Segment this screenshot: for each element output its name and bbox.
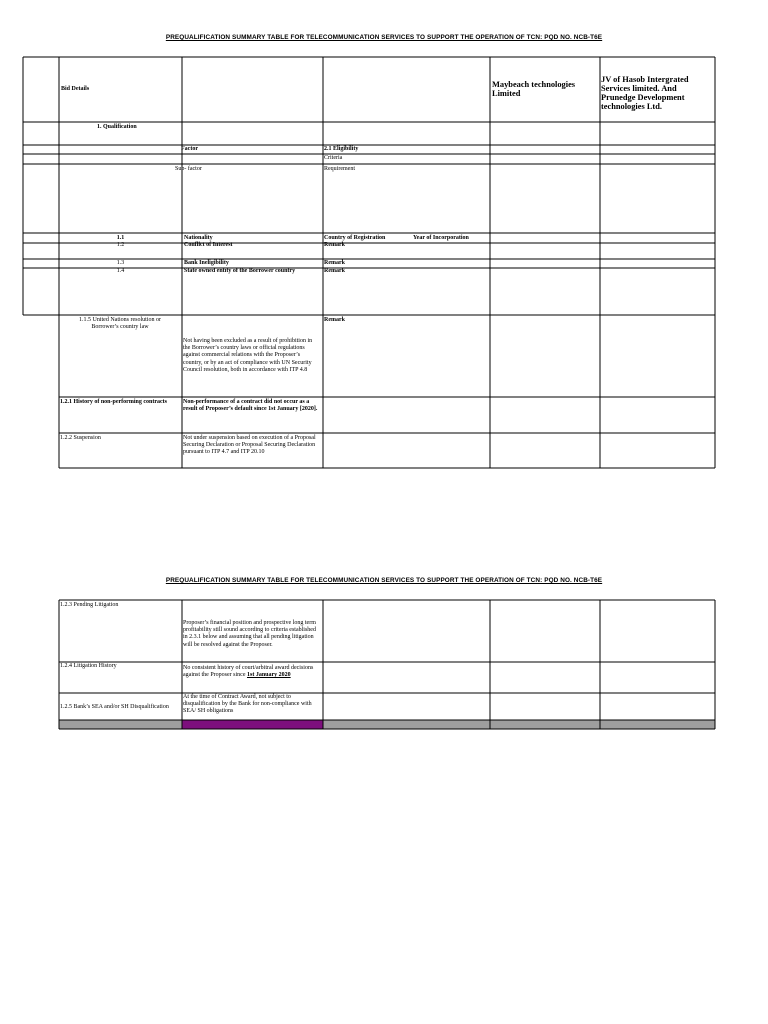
row-criteria-text: Not under suspension based on execution of a Proposal Securing Declaration or Proposal Securing Declaration pursuant to ITP 4.7 and ITP 20.10 bbox=[183, 435, 316, 456]
requirement-label: Requirement bbox=[324, 166, 355, 172]
criteria-label: Criteria bbox=[324, 155, 343, 161]
row-number: 1.2 bbox=[116, 242, 125, 248]
row-criteria-text: Proposer’s financial position and prospective long term profitability still sound according to criteria established in 2.3.1 below and assuming that all pending litigation will be resolved against the Proposer. bbox=[183, 620, 316, 648]
page-title-repeat: PREQUALIFICATION SUMMARY TABLE FOR TELECOMMUNICATION SERVICES TO SUPPORT THE OPERATION OF TCN: PQD NO. NCB-T6E bbox=[165, 577, 603, 584]
row-criteria-text: At the time of Contract Award, not subject to disqualification by the Bank for non-compliance with SEA/ SH obligations bbox=[183, 694, 312, 715]
row-label: 1.1.5 United Nations resolution or Borrower’s country law bbox=[79, 317, 161, 331]
factor-label: Factor bbox=[181, 146, 198, 152]
row-label: Bank Ineligibility bbox=[184, 260, 229, 266]
row-criteria-text: Not having been excluded as a result of prohibition in the Borrower’s country laws or official regulations against commercial relations with the Proposer’s country, or by an act of compliance with UN Security Council resolution, both in accordance with ITP 4.8 bbox=[183, 338, 313, 373]
sub-factor-label: Sub- factor bbox=[175, 166, 202, 172]
criteria-date: 1st January 2020 bbox=[246, 672, 291, 679]
row-requirement: Remark bbox=[324, 242, 345, 248]
row-number: 1.1 bbox=[116, 235, 125, 241]
row-label: 1.2.3 Pending Litigation bbox=[60, 602, 119, 608]
bidder-1-name: Maybeach technologies Limited bbox=[492, 80, 576, 98]
page-title: PREQUALIFICATION SUMMARY TABLE FOR TELECOMMUNICATION SERVICES TO SUPPORT THE OPERATION OF TCN: PQD NO. NCB-T6E bbox=[165, 34, 603, 41]
row-label: 1.2.1 History of non-performing contracts bbox=[60, 399, 167, 405]
criteria-text: No consistent history of court/arbitral award decisions against the Proposer since bbox=[183, 665, 314, 679]
row-label: Nationality bbox=[184, 235, 213, 241]
row-label: 1.2.2 Suspension bbox=[60, 435, 101, 441]
row-criteria-text bbox=[183, 665, 322, 679]
row-number: 1.3 bbox=[116, 260, 125, 266]
row-requirement: Year of Incorporation bbox=[413, 235, 469, 241]
row-label: 1.2.5 Bank’s SEA and/or SH Disqualification bbox=[60, 704, 169, 710]
bidder-2-name: JV of Hasob Intergrated Services limited. And Prunedge Development technologies Ltd. bbox=[601, 75, 689, 111]
row-requirement: Remark bbox=[324, 268, 345, 274]
row-label: 1.2.4 Litigation History bbox=[60, 663, 117, 669]
row-label: Conflict of Interest bbox=[184, 242, 233, 248]
row-requirement: Remark bbox=[324, 260, 345, 266]
row-requirement: Country of Registration bbox=[324, 235, 386, 241]
row-number: 1.4 bbox=[116, 268, 125, 274]
row-requirement: Remark bbox=[324, 317, 345, 323]
qualification-heading: 1. Qualification bbox=[97, 124, 137, 130]
row-criteria-text: Non-performance of a contract did not occur as a result of Proposer’s default since 1st January [2020]. bbox=[183, 399, 318, 413]
row-label: State owned entity of the Borrower country bbox=[184, 268, 296, 274]
eligibility-label: 2.1 Eligibility bbox=[324, 146, 359, 152]
bid-details-label: Bid Details bbox=[61, 86, 90, 92]
